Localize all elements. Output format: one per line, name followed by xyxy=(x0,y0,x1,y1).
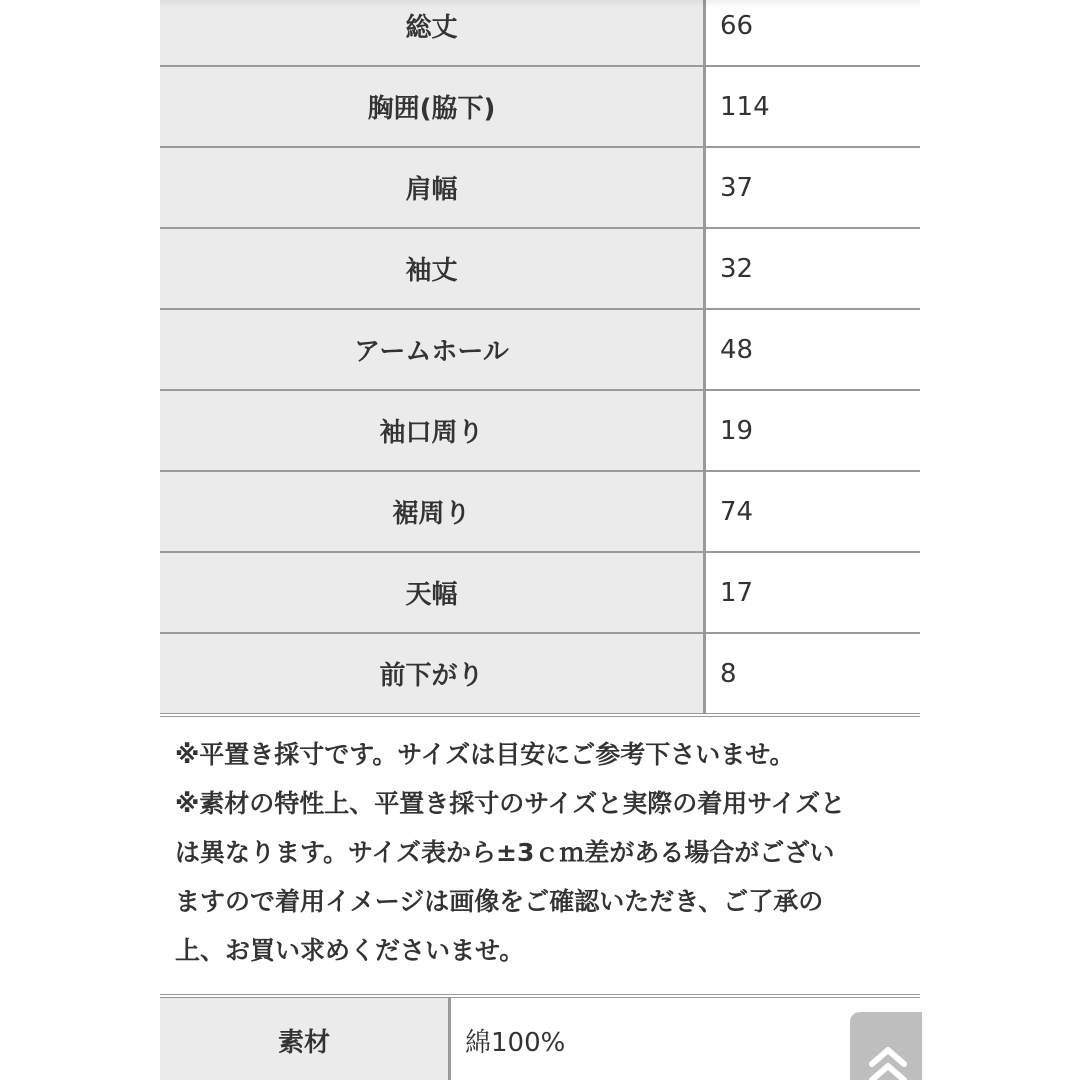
size-label: 胸囲(脇下) xyxy=(160,67,706,146)
size-label: 前下がり xyxy=(160,634,706,713)
size-label: 袖丈 xyxy=(160,229,706,308)
note-line: ※素材の特性上、平置き採寸のサイズと実際の着用サイズと xyxy=(175,789,846,818)
note-line: は異なります。サイズ表から±3ｃｍ差がある場合がござい xyxy=(175,838,835,867)
size-value: 32 xyxy=(720,253,754,284)
size-value: 17 xyxy=(720,577,754,608)
table-row xyxy=(160,472,920,553)
note-line: ※平置き採寸です。サイズは目安にご参考下さいませ。 xyxy=(175,740,795,769)
material-value: 綿100% xyxy=(465,1027,566,1058)
size-table xyxy=(160,0,920,717)
size-label: 肩幅 xyxy=(160,148,706,227)
size-value: 37 xyxy=(720,172,754,203)
material-table xyxy=(160,994,920,1080)
size-label: 裾周り xyxy=(160,472,706,551)
table-row xyxy=(160,553,920,634)
size-value: 66 xyxy=(720,10,754,41)
table-row xyxy=(160,229,920,310)
size-value: 19 xyxy=(720,415,754,446)
size-value: 8 xyxy=(720,658,737,689)
size-value: 74 xyxy=(720,496,754,527)
size-value: 48 xyxy=(720,334,754,365)
table-row xyxy=(160,148,920,229)
size-label: アームホール xyxy=(160,310,706,389)
size-label: 天幅 xyxy=(160,553,706,632)
size-label: 総丈 xyxy=(160,0,706,65)
table-row xyxy=(160,0,920,67)
double-chevron-up-icon xyxy=(864,1038,912,1080)
size-label: 袖口周り xyxy=(160,391,706,470)
note-line: 上、お買い求めくださいませ。 xyxy=(175,936,525,965)
size-notes xyxy=(175,730,920,975)
material-label: 素材 xyxy=(160,998,451,1080)
table-row xyxy=(160,67,920,148)
table-row xyxy=(160,634,920,713)
table-row xyxy=(160,391,920,472)
size-value: 114 xyxy=(720,91,770,122)
note-line: ますので着用イメージは画像をご確認いただき、ご了承の xyxy=(175,887,824,916)
table-row xyxy=(160,310,920,391)
scroll-to-top-button[interactable] xyxy=(850,1012,922,1080)
